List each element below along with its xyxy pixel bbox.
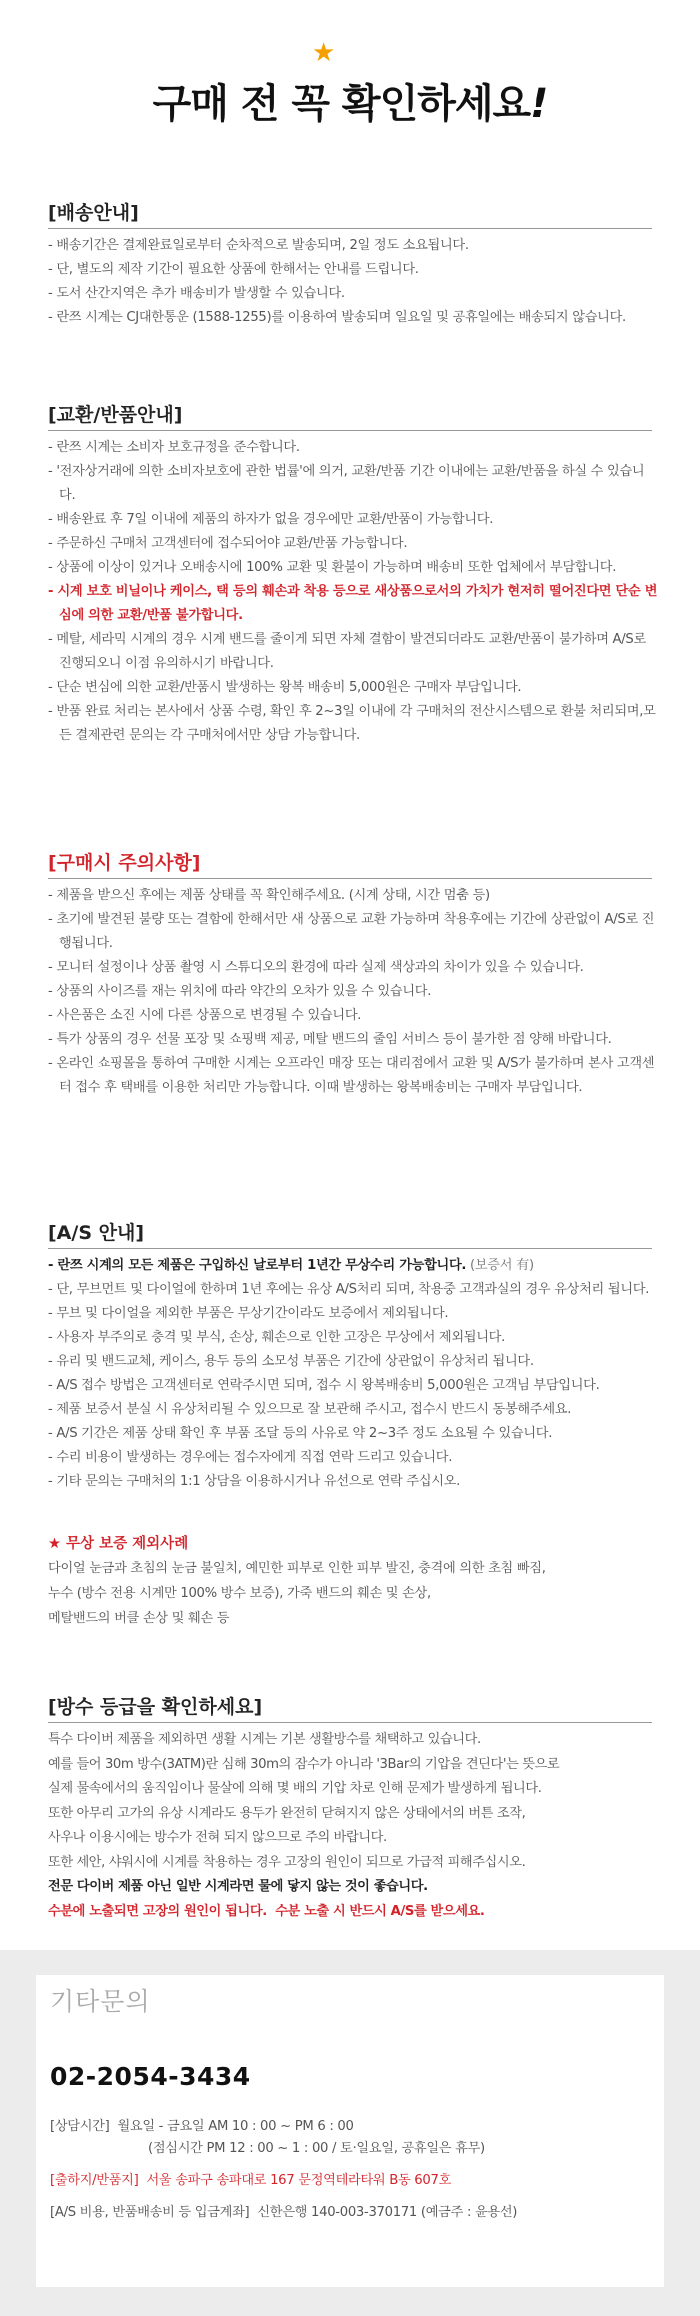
as-items (48, 1254, 658, 1494)
water-line: 특수 다이버 제품을 제외하면 생활 시계는 기본 생활방수를 채택하고 있습니다. (48, 1732, 481, 1747)
as-item: - 수리 비용이 발생하는 경우에는 접수자에게 직접 연락 드리고 있습니다. (48, 1450, 453, 1465)
shipping-list (48, 234, 658, 330)
as-item: - 기타 문의는 구매처의 1:1 상담을 이용하시거나 유선으로 연락 주십시오. (48, 1474, 460, 1489)
exchange-item: - '전자상거래에 의한 소비자보호에 관한 법률'에 의거, 교환/반품 기간 이내에는 교환/반품을 하실 수 있습니다. (48, 464, 645, 503)
as-exclusion-title: ★ 무상 보증 제외사례 (48, 1536, 189, 1552)
as-exclusion-line: 다이얼 눈금과 초침의 눈금 불일치, 예민한 피부로 인한 피부 발진, 충격에 의한 초침 빠짐, (48, 1561, 546, 1576)
as-item: - 사용자 부주의로 충격 및 부식, 손상, 훼손으로 인한 고장은 무상에서 제외됩니다. (48, 1330, 505, 1345)
exchange-item-warning: - 시계 보호 비닐이나 케이스, 택 등의 훼손과 착용 등으로 새상품으로서의 가치가 현저히 떨어진다면 단순 변심에 의한 교환/반품 불가합니다. (48, 584, 658, 623)
shipping-item: - 배송기간은 결제완료일로부터 순차적으로 발송되며, 2일 정도 소요됩니다. (48, 238, 469, 253)
exchange-item: - 상품에 이상이 있거나 오배송시에 100% 교환 및 환불이 가능하며 배송비 또한 업체에서 부담합니다. (48, 560, 617, 575)
water-line: 실제 물속에서의 움직임이나 물살에 의해 몇 배의 기압 차로 인해 문제가 발생하게 됩니다. (48, 1781, 542, 1796)
water-title: [방수 등급을 확인하세요] (48, 1696, 263, 1718)
caution-item: - 초기에 발견된 불량 또는 결함에 한해서만 새 상품으로 교환 가능하며 착용후에는 기간에 상관없이 A/S로 진행됩니다. (48, 912, 655, 951)
as-exclusion-line: 메탈밴드의 버클 손상 및 훼손 등 (48, 1611, 230, 1626)
as-exclusion-body (48, 1556, 658, 1631)
caution-item: - 사은품은 소진 시에 다른 상품으로 변경될 수 있습니다. (48, 1008, 362, 1023)
shipping-item: - 단, 별도의 제작 기간이 필요한 상품에 한해서는 안내를 드립니다. (48, 262, 419, 277)
page-title-exclaim: ! (530, 81, 548, 127)
exchange-item: - 반품 완료 처리는 본사에서 상품 수령, 확인 후 2~3일 이내에 각 구매처의 전산시스템으로 환불 처리되며,모든 결제관련 문의는 각 구매처에서만 상담 가능합니다. (48, 704, 656, 743)
contact-hours (50, 2116, 354, 2138)
water-line: 또한 아무리 고가의 유상 시계라도 용두가 완전히 닫혀지지 않은 상태에서의 버튼 조작, (48, 1805, 526, 1821)
caution-item: - 온라인 쇼핑몰을 통하여 구매한 시계는 오프라인 매장 또는 대리점에서 교환 및 A/S가 불가하며 본사 고객센터 접수 후 택배를 이용한 처리만 가능합니다. 이때 발생하는 왕복배송비는 구매자 부담입니다. (48, 1056, 655, 1095)
contact-account-value: 신한은행 140-003-370171 (예금주 : 윤용선) (257, 2205, 518, 2220)
as-warranty-note: (보증서 有) (466, 1258, 534, 1273)
water-divider (48, 1722, 652, 1723)
exchange-item: - 메탈, 세라믹 시계의 경우 시계 밴드를 줄이게 되면 자체 결함이 발견되더라도 교환/반품이 불가하며 A/S로 진행되오니 이점 유의하시기 바랍니다. (48, 632, 646, 671)
contact-title: 기타문의 (50, 1987, 151, 2016)
as-item: - 제품 보증서 분실 시 유상처리될 수 있으므로 잘 보관해 주시고, 접수시 반드시 동봉해주세요. (48, 1402, 572, 1417)
as-title: [A/S 안내] (48, 1222, 145, 1244)
caution-item: - 제품을 받으신 후에는 제품 상태를 꼭 확인해주세요. (시계 상태, 시간 멈춤 등) (48, 888, 490, 903)
caution-divider (48, 878, 652, 879)
contact-address (50, 2170, 451, 2192)
exchange-list (48, 436, 658, 748)
contact-account-label: [A/S 비용, 반품배송비 등 입금계좌] (50, 2205, 250, 2220)
as-exclusion-line: 누수 (방수 전용 시계만 100% 방수 보증), 가죽 밴드의 훼손 및 손상, (48, 1586, 431, 1601)
page-title (0, 78, 700, 130)
water-line: 사우나 이용시에는 방수가 전혀 되지 않으므로 주의 바랍니다. (48, 1830, 387, 1845)
contact-phone[interactable]: 02-2054-3434 (50, 2062, 251, 2091)
water-bold-line: 전문 다이버 제품 아닌 일반 시계라면 물에 닿지 않는 것이 좋습니다. (48, 1879, 428, 1894)
water-red-line (48, 1900, 660, 1925)
exchange-item: - 란쯔 시계는 소비자 보호규정을 준수합니다. (48, 440, 300, 455)
as-item: - 무브 및 다이얼을 제외한 부품은 무상기간이라도 보증에서 제외됩니다. (48, 1306, 449, 1321)
caution-title: [구매시 주의사항] (48, 852, 201, 874)
water-red-b: 수분 노출 시 반드시 A/S를 받으세요. (275, 1903, 485, 1919)
shipping-divider (48, 228, 652, 229)
shipping-item: - 도서 산간지역은 추가 배송비가 발생할 수 있습니다. (48, 286, 345, 301)
contact-account (50, 2202, 517, 2224)
as-warranty-text: - 란쯔 시계의 모든 제품은 구입하신 날로부터 1년간 무상수리 가능합니다. (48, 1258, 467, 1273)
caution-item: - 특가 상품의 경우 선물 포장 및 쇼핑백 제공, 메탈 밴드의 줄임 서비스 등이 불가한 점 양해 바랍니다. (48, 1032, 612, 1047)
caution-list (48, 884, 658, 1100)
contact-address-value: 서울 송파구 송파대로 167 문정역테라타워 B동 607호 (146, 2173, 452, 2188)
page-title-text: 구매 전 꼭 확인하세요 (152, 81, 531, 127)
exchange-divider (48, 430, 652, 431)
contact-lunch: (점심시간 PM 12 : 00 ~ 1 : 00 / 토·일요일, 공휴일은 휴무) (148, 2141, 485, 2156)
exchange-item: - 단순 변심에 의한 교환/반품시 발생하는 왕복 배송비 5,000원은 구매자 부담입니다. (48, 680, 522, 695)
contact-hours-label: [상담시간] (50, 2119, 110, 2134)
exchange-item: - 배송완료 후 7일 이내에 제품의 하자가 없을 경우에만 교환/반품이 가능합니다. (48, 512, 494, 527)
caution-item: - 모니터 설정이나 상품 촬영 시 스튜디오의 환경에 따라 실제 색상과의 차이가 있을 수 있습니다. (48, 960, 584, 975)
water-red-a: 수분에 노출되면 고장의 원인이 됩니다. (48, 1903, 267, 1919)
as-item: - 유리 및 밴드교체, 케이스, 용두 등의 소모성 부품은 기간에 상관없이 유상처리 됩니다. (48, 1354, 534, 1369)
exchange-title: [교환/반품안내] (48, 404, 183, 426)
exchange-item: - 주문하신 구매처 고객센터에 접수되어야 교환/반품 가능합니다. (48, 536, 408, 551)
as-item: - A/S 기간은 제품 상태 확인 후 부품 조달 등의 사유로 약 2~3주 정도 소요될 수 있습니다. (48, 1426, 553, 1441)
star-icon: ★ (312, 38, 336, 68)
as-item-warranty (48, 1254, 658, 1278)
as-divider (48, 1248, 652, 1249)
shipping-item: - 란쯔 시계는 CJ대한통운 (1588-1255)를 이용하여 발송되며 일요일 및 공휴일에는 배송되지 않습니다. (48, 310, 626, 325)
water-line: 예를 들어 30m 방수(3ATM)란 심해 30m의 잠수가 아니라 '3Bar의 기압을 견딘다'는 뜻으로 (48, 1756, 560, 1772)
shipping-title: [배송안내] (48, 202, 139, 224)
contact-hours-value: 월요일 - 금요일 AM 10 : 00 ~ PM 6 : 00 (117, 2119, 354, 2134)
contact-address-label: [출하지/반품지] (50, 2173, 139, 2188)
water-line: 또한 세안, 샤워시에 시계를 착용하는 경우 고장의 원인이 되므로 가급적 피해주십시오. (48, 1854, 526, 1870)
caution-item: - 상품의 사이즈를 재는 위치에 따라 약간의 오차가 있을 수 있습니다. (48, 984, 432, 999)
water-body (48, 1728, 660, 1924)
as-item: - 단, 무브먼트 및 다이얼에 한하며 1년 후에는 유상 A/S처리 되며, 착용중 고객과실의 경우 유상처리 됩니다. (48, 1282, 650, 1297)
as-item: - A/S 접수 방법은 고객센터로 연락주시면 되며, 접수 시 왕복배송비 5,000원은 고객님 부담입니다. (48, 1378, 600, 1393)
